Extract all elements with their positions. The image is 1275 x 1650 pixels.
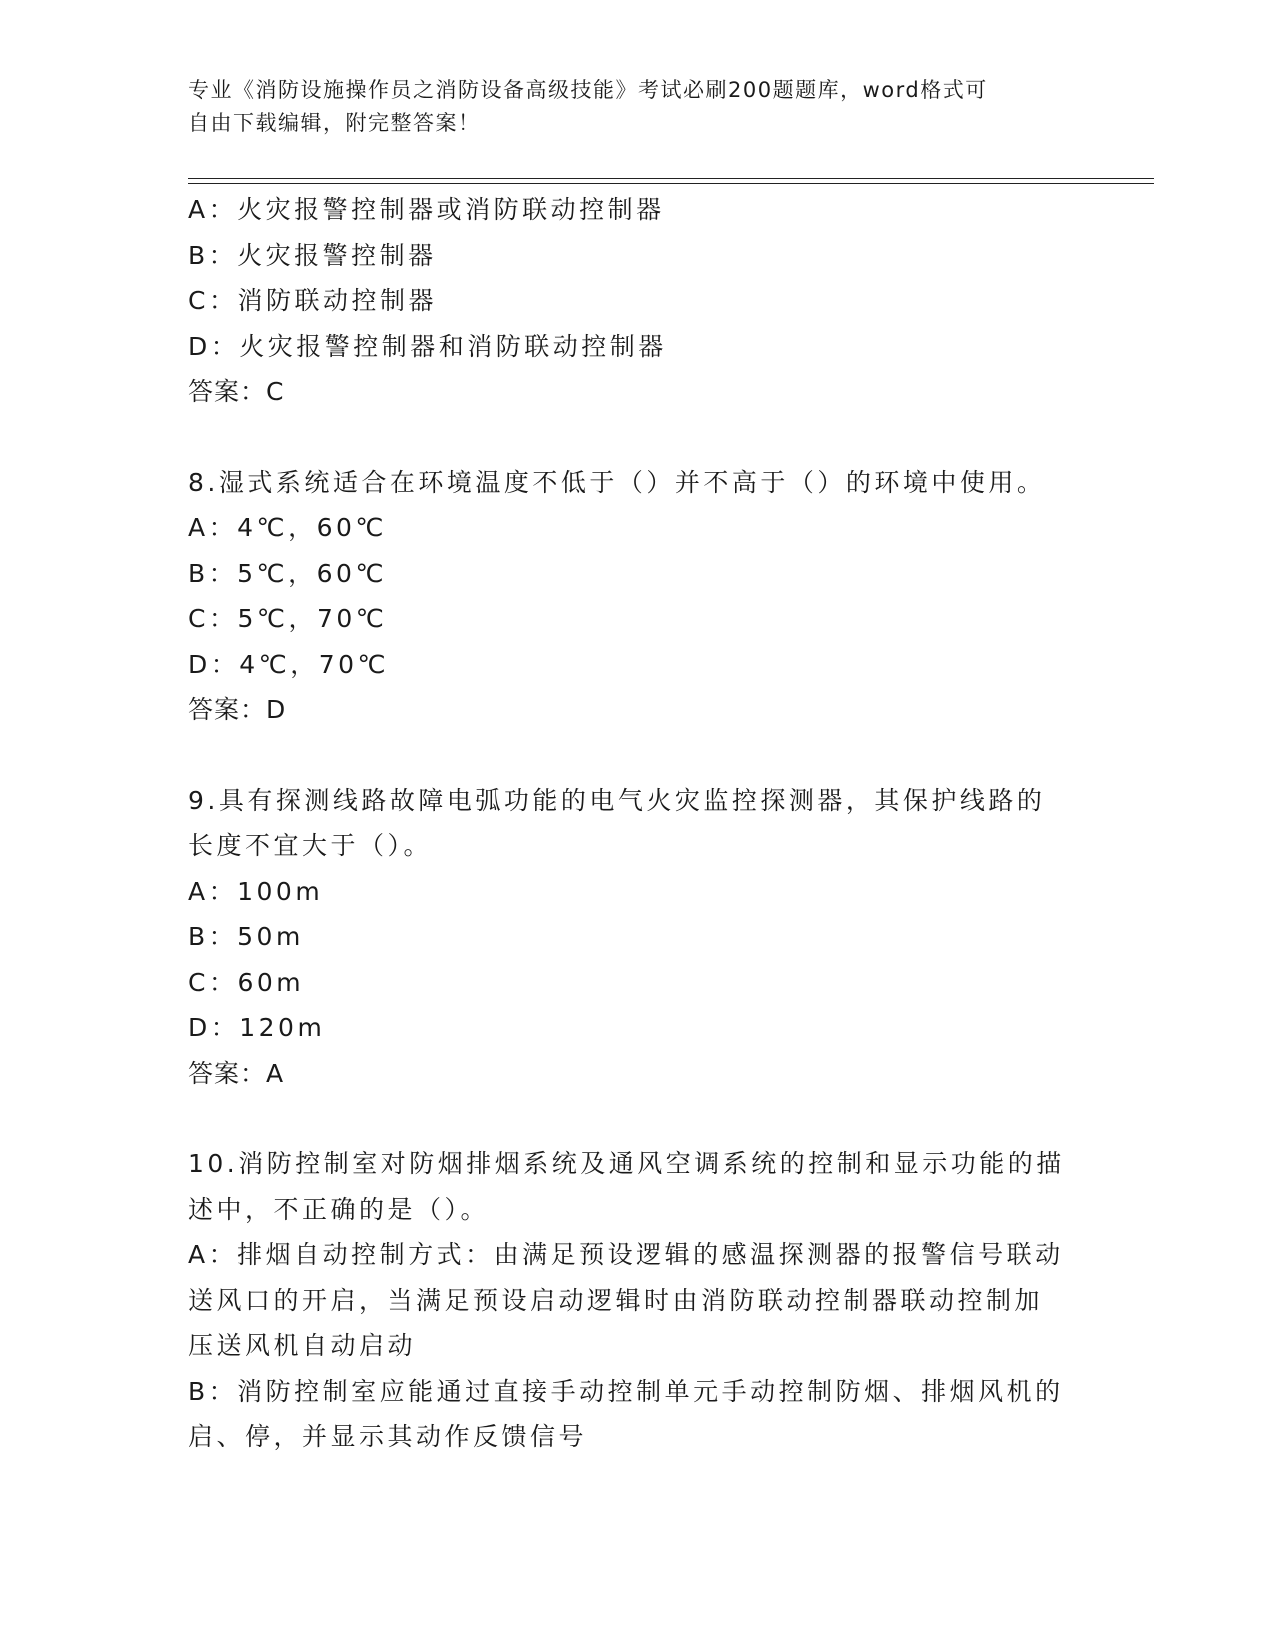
answer-line: 答案：C bbox=[188, 377, 285, 406]
option-a: A：100m bbox=[188, 876, 324, 906]
option-b: B：5℃，60℃ bbox=[188, 558, 388, 588]
spacer bbox=[188, 733, 1088, 778]
option-b-continued: 启、停，并显示其动作反馈信号 bbox=[188, 1422, 588, 1451]
option-a-continued: 压送风机自动启动 bbox=[188, 1331, 417, 1360]
question-stem-continued: 述中，不正确的是（）。 bbox=[188, 1194, 490, 1224]
question-stem: 9.具有探测线路故障电弧功能的电气火灾监控探测器，其保护线路的 bbox=[188, 785, 1046, 815]
spacer bbox=[188, 1096, 1088, 1141]
option-b: B：消防控制室应能通过直接手动控制单元手动控制防烟、排烟风机的 bbox=[188, 1376, 1064, 1406]
spacer bbox=[188, 415, 1088, 460]
option-b: B：50m bbox=[188, 922, 304, 951]
document-header bbox=[188, 74, 1068, 140]
header-line-1: 专业《消防设施操作员之消防设备高级技能》考试必刷200题题库，word格式可 bbox=[188, 78, 988, 102]
question-stem: 10.消防控制室对防烟排烟系统及通风空调系统的控制和显示功能的描 bbox=[188, 1149, 1065, 1178]
header-divider-bottom bbox=[188, 183, 1154, 184]
option-d: D：120m bbox=[188, 1013, 326, 1042]
option-c: C：5℃，70℃ bbox=[188, 604, 388, 633]
option-d: D：4℃，70℃ bbox=[188, 649, 390, 679]
option-a: A：4℃，60℃ bbox=[188, 513, 387, 542]
option-a: A：排烟自动控制方式：由满足预设逻辑的感温探测器的报警信号联动 bbox=[188, 1240, 1064, 1269]
answer-line: 答案：A bbox=[188, 1058, 285, 1088]
question-10 bbox=[188, 1141, 1088, 1460]
question-content bbox=[188, 187, 1088, 1460]
option-b: B：火灾报警控制器 bbox=[188, 240, 437, 270]
question-stem: 8.湿式系统适合在环境温度不低于（）并不高于（）的环境中使用。 bbox=[188, 467, 1046, 497]
question-7-continued bbox=[188, 187, 1088, 415]
question-9 bbox=[188, 778, 1088, 1097]
option-a-continued: 送风口的开启，当满足预设启动逻辑时由消防联动控制器联动控制加 bbox=[188, 1285, 1044, 1315]
option-c: C：消防联动控制器 bbox=[188, 286, 437, 315]
answer-line: 答案：D bbox=[188, 695, 287, 724]
question-8 bbox=[188, 460, 1088, 733]
option-a: A：火灾报警控制器或消防联动控制器 bbox=[188, 195, 665, 224]
header-divider-top bbox=[188, 178, 1154, 179]
option-d: D：火灾报警控制器和消防联动控制器 bbox=[188, 331, 667, 361]
option-c: C：60m bbox=[188, 967, 305, 997]
header-line-2: 自由下载编辑，附完整答案！ bbox=[188, 111, 481, 135]
question-stem-continued: 长度不宜大于（）。 bbox=[188, 831, 433, 860]
